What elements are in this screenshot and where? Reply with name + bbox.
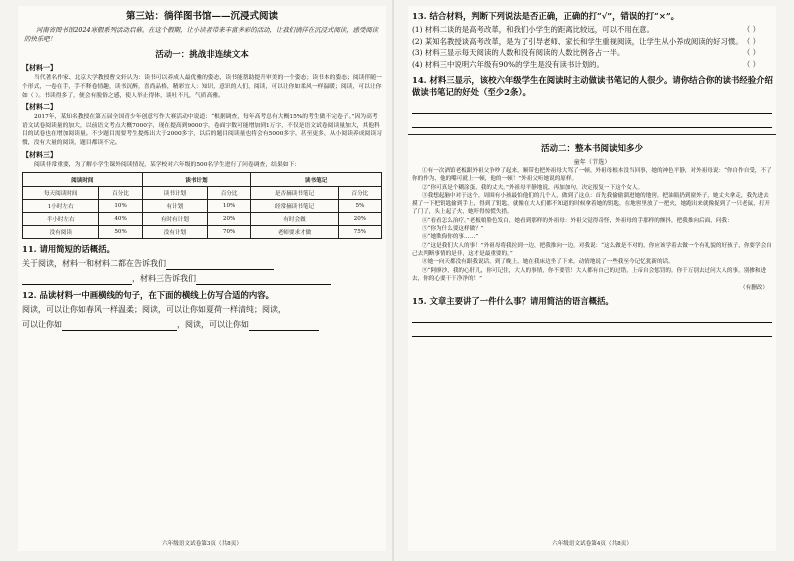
q13-item: [412, 59, 772, 71]
story-paragraph: ③我想起脑中对于这个，周围有小孩最怕他们的几个人，做到了这点：首先我偷偷溜进她的地窖，把油瓶扔到窗外子，她丈夫拿走，我先进去摸了一下把钥匙偷到手上，得到了钥匙，就像在大人们都不知道的时候拿着她的钥匙，在地窖里放了一把火，她跑出来就像捉到了一只老鼠，打开了门了，头上起了火，她吓得惊慌失措。: [412, 192, 771, 216]
q13-answer-paren[interactable]: （ ）: [742, 59, 760, 69]
q12-blank-1[interactable]: [62, 321, 177, 331]
table-cell: 10%: [208, 200, 251, 213]
q11-blank-3[interactable]: [196, 275, 331, 285]
q12-prompt-b: ，阅读，可以让你如: [177, 320, 249, 330]
q13-item: [412, 24, 772, 36]
table-cell: 没有计划: [142, 226, 207, 239]
q11-prompt-b: ，材料三告诉我们: [132, 274, 196, 284]
table-cell: 40%: [99, 213, 142, 226]
table-cell: 有计划: [142, 200, 207, 213]
q12-prompt-a: 可以让你如: [22, 320, 62, 330]
table-row: [23, 200, 382, 213]
table-cell: 有时有计划: [142, 213, 207, 226]
activity-one-title: 活动一：挑战非连续文本: [155, 50, 249, 61]
q11-answer-line-2: [22, 272, 386, 285]
right-page-footer: 六年级语文试卷第4页（共8页）: [552, 541, 632, 547]
story-paragraph: ①有一次酒馆老板跟外祖父争吵了起来，顺带也把外祖母大骂了一顿。外祖母根本没当回事，她的神色平静，对外祖母说：“你自作自受，不了你的作为，他的嘴可就上一顿，他的一顿！”外祖父听她说的原样。: [412, 168, 772, 183]
survey-table: [22, 172, 382, 239]
material1-label: 【材料一】: [22, 63, 57, 73]
q11-answer-line-1: [22, 257, 386, 270]
material2-label: 【材料二】: [22, 102, 57, 112]
page-fold: [392, 0, 394, 561]
story-paragraph: ⑨“阿廖沙，我的心肝儿，你可记住，大人的事情，你不要管！大人都有自己的过错，上帝自会惩罚的。你千万别去过问大人的事，别掺和进去，你的心要干干净净的！”: [412, 267, 767, 282]
right-page: [408, 6, 776, 551]
story-title: 童年（节选）: [573, 159, 611, 166]
left-page-footer: 六年级语文试卷第3页（共8页）: [162, 541, 242, 547]
table-col-header: 百分比: [208, 187, 251, 200]
q15-answer-line[interactable]: [412, 323, 772, 337]
question-14: 14. 材料三显示，该校六年级学生在阅读时主动做读书笔记的人很少。请你结合你的读书经验介绍做读书笔记的好处（至少2条）。: [412, 75, 773, 97]
story-paragraph: ⑧她一向天都没有跟我说话，到了晚上，她在我床边坐了下来，动情地说了一些我至今记忆犹新的话。: [422, 259, 674, 266]
story-paragraph: ⑥“她欺侮你的事……”: [422, 234, 479, 241]
story-paragraph: ②“你可真是个糊涂蛋，我的丈夫。”外祖母平静地说，再加加句，决定报复一下这个女人。: [422, 184, 644, 191]
table-group-header: 阅读时间: [23, 173, 143, 187]
table-cell: 没有阅读: [23, 226, 99, 239]
table-cell: 1小时左右: [23, 200, 99, 213]
q13-item-text: (4) 材料三中说明六年级有90%的学生是没有读书计划的。: [412, 59, 604, 69]
q13-item: [412, 47, 772, 59]
material2-text: 2017年，某知名教授在第五届全国青少年创意写作大赛活动中说道：“根据调查，每年高考总有大概15%的考生做不完卷子。”因为高考语文试卷阅读量的加大，以前语文考点大概7000字，现在提高到9000字，卷面字数可能增加到1万字，不仅是语文试卷阅读量加大，其他科目的试卷也在增加阅读量。不少题目需要考生提炼出大于2000多字，以后的题目阅读量也将会有5000多字，甚至更多，从小阅读养成阅读习惯，没有大量的阅读，题目都读不完。: [22, 114, 382, 146]
station-intro: 河南省图书馆2024寒假系列活动启幕。在这个假期，让小读者带来丰富多彩的活动，让我们徜徉在沉浸式阅读，感受阅读的快乐吧！: [24, 26, 379, 44]
story-paragraph: ④“看看怎么治疗。”老板娘脸色发白，她看到那样的外祖母：外祖父觉得奇怪，外祖母的手那样的颤抖，把我推向后面，问我：: [422, 217, 733, 224]
table-column-header-row: [23, 187, 382, 200]
q12-prompt-line: 阅读，可以让你如春风一样温柔；阅读，可以让你如夏荷一样清纯；阅读，: [22, 305, 286, 315]
q14-answer-line[interactable]: [412, 100, 772, 114]
table-cell: 半小时左右: [23, 213, 99, 226]
table-cell: 75%: [338, 226, 381, 239]
table-row: [23, 213, 382, 226]
q11-prompt-a: 关于阅读，材料一和材料二都在告诉我们: [22, 259, 166, 269]
q12-answer-line: [22, 318, 386, 331]
q11-blank-1[interactable]: [166, 260, 274, 270]
q13-item-text: (1) 材料二谈的是高考改革，和我们小学生的距离比较远，可以不用在意。: [412, 25, 654, 34]
table-row: [23, 226, 382, 239]
material3-label: 【材料三】: [22, 149, 57, 159]
q11-blank-2[interactable]: [22, 275, 132, 285]
table-cell: 老师要求才做: [251, 226, 339, 239]
table-cell: 20%: [338, 213, 381, 226]
table-cell: 10%: [99, 200, 142, 213]
table-col-header: 是否摘读书笔记: [251, 187, 339, 200]
table-cell: 70%: [208, 226, 251, 239]
activity-two-title: 活动二：整本书阅读知多少: [540, 144, 643, 154]
table-col-header: 每天阅读时间: [23, 187, 99, 200]
activity-two-section: [408, 134, 776, 291]
q13-answer-paren[interactable]: （ ）: [742, 36, 760, 46]
table-col-header: 读书计划: [142, 187, 207, 200]
question-13: 13. 结合材料，判断下列说法是否正确，正确的打“√”，错误的打“×”。: [412, 11, 680, 21]
question-12: 12. 品读材料一中画横线的句子，在下面的横线上仿写合适的内容。: [22, 290, 274, 301]
table-col-header: 百分比: [99, 187, 142, 200]
q13-item: [412, 36, 772, 48]
table-col-header: 百分比: [338, 187, 381, 200]
q15-answer-line[interactable]: [412, 309, 772, 323]
table-cell: 经常摘读书笔记: [251, 200, 339, 213]
q13-item-text: (2) 某知名教授谈高考改革，是为了引导老师、家长和学生重视阅读，让学生从小养成阅读的好习惯。: [412, 36, 743, 46]
table-cell: 有时会做: [251, 213, 339, 226]
q14-answer-line[interactable]: [412, 114, 772, 128]
table-cell: 20%: [208, 213, 251, 226]
table-group-header: 读书笔记: [251, 173, 382, 187]
q12-blank-2[interactable]: [249, 321, 319, 331]
q13-item-text: (3) 材料三显示每天阅读的人数和没有阅读的人数比例各占一半。: [412, 48, 625, 57]
table-group-header: 读书计划: [142, 173, 251, 187]
story-paragraph: ⑦“这是我们大人的事！”外祖母将我拉到一边，把我推向一边，对我说：“这么做是不对的，你应该学着去做一个有礼貌的好孩子，你要学会自己去判断事情的是非，这才是最重要的。”: [412, 242, 772, 257]
story-paragraph: ⑤“你为什么要这样做？”: [422, 226, 484, 233]
table-cell: 5%: [338, 200, 381, 213]
q13-answer-paren[interactable]: （ ）: [742, 48, 760, 57]
table-cell: 50%: [99, 226, 142, 239]
station-title: 第三站：徜徉图书馆——沉浸式阅读: [125, 11, 278, 22]
table-group-header-row: [23, 173, 382, 187]
question-15: 15. 文章主要讲了一件什么事？请用简洁的语言概括。: [412, 296, 614, 307]
left-page: [18, 6, 386, 551]
material3-text: 阅读非常重要，为了解小学生课外阅读情况，某学校对六年级的500名学生进行了问卷调查，结果如下：: [34, 161, 301, 168]
q13-answer-paren[interactable]: （ ）: [742, 25, 760, 34]
material1-text: 当代著名作家、北京大学教授曹文轩认为：读书可以养成人最优雅的姿态，读书能帮助提升审美的一个姿态；读书本的姿态；阅读伴随一个形式，一卷在手，手不释卷情趣，读书沉醉，喜尚品格，精彩宜人：知识，意识的人们，阅读，可以让你如柔风一样温暖；阅读，可以让你如（ ）。书读得多了，便会有脱俗之感，使人举止得体，谈吐不凡，气质高雅。: [22, 75, 382, 99]
question-11: 11. 请用简短的话概括。: [22, 244, 115, 255]
excerpt-note: （有删改）: [740, 285, 768, 292]
